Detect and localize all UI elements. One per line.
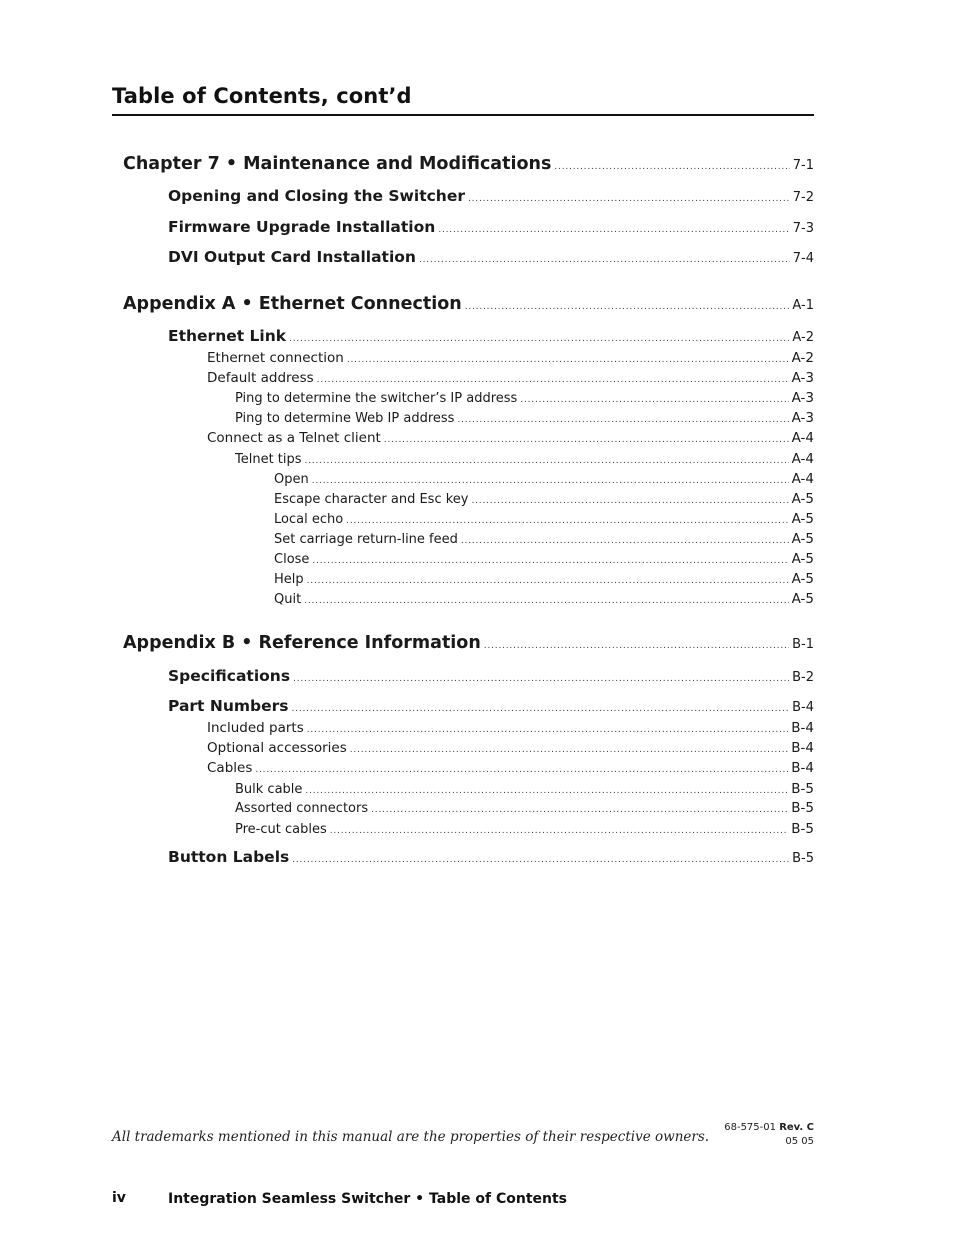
toc-entry-firmware-upgrade[interactable] (168, 218, 814, 236)
toc-page: 7-1 (792, 158, 814, 173)
dot-leader (312, 476, 789, 486)
toc-page: A-2 (792, 330, 814, 345)
toc-entry-dvi-output-card[interactable] (168, 248, 814, 266)
dot-leader (312, 556, 788, 566)
toc-label: Firmware Upgrade Installation (168, 218, 436, 236)
toc-label: Bulk cable (235, 782, 303, 797)
document-number-block (724, 1121, 814, 1149)
toc-page: A-5 (791, 531, 814, 547)
dot-leader (465, 302, 790, 312)
dot-leader (384, 435, 789, 445)
toc-entry-close[interactable] (274, 551, 814, 567)
toc-page: A-1 (792, 298, 814, 313)
dot-leader (292, 855, 789, 865)
toc-page: 7-3 (792, 221, 814, 236)
dot-leader (468, 194, 790, 204)
toc-page: B-4 (791, 720, 814, 736)
toc-entry-button-labels[interactable] (168, 848, 814, 866)
toc-page: B-2 (792, 670, 814, 685)
toc-label: Appendix A • Ethernet Connection (123, 294, 462, 314)
dot-leader (305, 786, 788, 796)
toc-page: B-1 (792, 637, 814, 652)
toc-label: Optional accessories (207, 740, 347, 756)
toc-entry-chapter-7[interactable] (123, 154, 814, 174)
toc-entry-ping-switcher-ip[interactable] (235, 390, 814, 406)
toc-label: Ethernet Link (168, 327, 287, 345)
title-rule (112, 114, 814, 116)
dot-leader (461, 536, 789, 546)
dot-leader (350, 745, 789, 755)
dot-leader (255, 765, 788, 775)
toc-page: A-4 (791, 451, 814, 467)
toc-page: A-5 (791, 511, 814, 527)
toc-entry-bulk-cable[interactable] (235, 781, 814, 797)
toc-entry-included-parts[interactable] (207, 720, 814, 736)
toc-label: Assorted connectors (235, 801, 369, 816)
toc-label: Close (274, 552, 310, 567)
toc-label: Pre-cut cables (235, 822, 327, 837)
toc-entry-open[interactable] (274, 471, 814, 487)
running-footer-title: Integration Seamless Switcher • Table of Contents (168, 1191, 568, 1207)
dot-leader (317, 375, 789, 385)
toc-entry-escape-character[interactable] (274, 491, 814, 507)
toc-page: B-5 (792, 851, 814, 866)
toc-page: B-4 (791, 740, 814, 756)
page-title: Table of Contents, cont’d (112, 84, 412, 108)
toc-label: Set carriage return-line feed (274, 532, 458, 547)
dot-leader (346, 516, 788, 526)
toc-label: Telnet tips (235, 452, 302, 467)
toc-label: Part Numbers (168, 697, 289, 715)
toc-entry-specifications[interactable] (168, 667, 814, 685)
toc-label: Quit (274, 592, 302, 607)
toc-entry-opening-closing[interactable] (168, 187, 814, 205)
dot-leader (419, 255, 790, 265)
toc-entry-default-address[interactable] (207, 370, 814, 386)
toc-label: Button Labels (168, 848, 290, 866)
document-number: 68-575-01 (724, 1122, 776, 1133)
toc-entry-help[interactable] (274, 571, 814, 587)
dot-leader (307, 725, 789, 735)
toc-page: B-5 (791, 781, 814, 797)
toc-entry-set-carriage-return[interactable] (274, 531, 814, 547)
toc-entry-pre-cut-cables[interactable] (235, 821, 814, 837)
toc-label: Ethernet connection (207, 350, 344, 366)
dot-leader (554, 162, 789, 172)
toc-page: A-4 (791, 430, 814, 446)
dot-leader (305, 456, 789, 466)
dot-leader (304, 596, 788, 606)
toc-entry-optional-accessories[interactable] (207, 740, 814, 756)
toc-label: Cables (207, 760, 253, 776)
dot-leader (371, 805, 788, 815)
toc-page: A-4 (791, 471, 814, 487)
toc-entry-part-numbers[interactable] (168, 697, 814, 715)
dot-leader (484, 641, 789, 651)
toc-label: Default address (207, 370, 314, 386)
toc-label: Escape character and Esc key (274, 492, 469, 507)
dot-leader (307, 576, 789, 586)
toc-page: A-3 (791, 410, 814, 426)
toc-entry-appendix-b[interactable] (123, 633, 814, 653)
toc-entry-ethernet-connection[interactable] (207, 350, 814, 366)
revision-date: 05 05 (785, 1136, 814, 1147)
toc-entry-appendix-a[interactable] (123, 294, 814, 314)
toc-entry-assorted-connectors[interactable] (235, 800, 814, 816)
page-number: iv (112, 1190, 126, 1206)
toc-entry-cables[interactable] (207, 760, 814, 776)
toc-page: B-4 (791, 760, 814, 776)
toc-entry-ethernet-link[interactable] (168, 327, 814, 345)
toc-entry-ping-web-ip[interactable] (235, 410, 814, 426)
toc-page: A-5 (791, 571, 814, 587)
toc-label: Ping to determine Web IP address (235, 411, 455, 426)
toc-label: Local echo (274, 512, 344, 527)
dot-leader (289, 334, 789, 344)
dot-leader (330, 826, 789, 836)
toc-page: A-5 (791, 491, 814, 507)
toc-page: 7-4 (792, 251, 814, 266)
dot-leader (520, 395, 788, 405)
toc-label: Connect as a Telnet client (207, 430, 381, 446)
trademark-notice: All trademarks mentioned in this manual are the properties of their respective owners. (112, 1129, 710, 1145)
toc-page: A-2 (791, 350, 814, 366)
toc-label: Open (274, 472, 309, 487)
toc-label: Help (274, 572, 304, 587)
toc-label: DVI Output Card Installation (168, 248, 416, 266)
dot-leader (438, 225, 789, 235)
toc-label: Chapter 7 • Maintenance and Modifications (123, 154, 552, 174)
dot-leader (292, 704, 790, 714)
toc-page: A-3 (791, 370, 814, 386)
toc-label: Appendix B • Reference Information (123, 633, 481, 653)
toc-entry-quit[interactable] (274, 591, 814, 607)
toc-entry-telnet-tips[interactable] (235, 451, 814, 467)
toc-entry-telnet-client[interactable] (207, 430, 814, 446)
toc-label: Opening and Closing the Switcher (168, 187, 465, 205)
dot-leader (347, 355, 789, 365)
toc-page: B-5 (791, 821, 814, 837)
toc-entry-local-echo[interactable] (274, 511, 814, 527)
dot-leader (471, 496, 788, 506)
toc-label: Included parts (207, 720, 304, 736)
dot-leader (293, 674, 789, 684)
toc-page: B-5 (791, 800, 814, 816)
toc-page: A-5 (791, 551, 814, 567)
revision: Rev. C (779, 1122, 814, 1133)
toc-page: B-4 (792, 700, 814, 715)
toc-label: Specifications (168, 667, 291, 685)
toc-page: A-3 (791, 390, 814, 406)
toc-page: 7-2 (792, 190, 814, 205)
dot-leader (457, 415, 788, 425)
toc-label: Ping to determine the switcher’s IP address (235, 391, 518, 406)
toc-page: A-5 (791, 591, 814, 607)
